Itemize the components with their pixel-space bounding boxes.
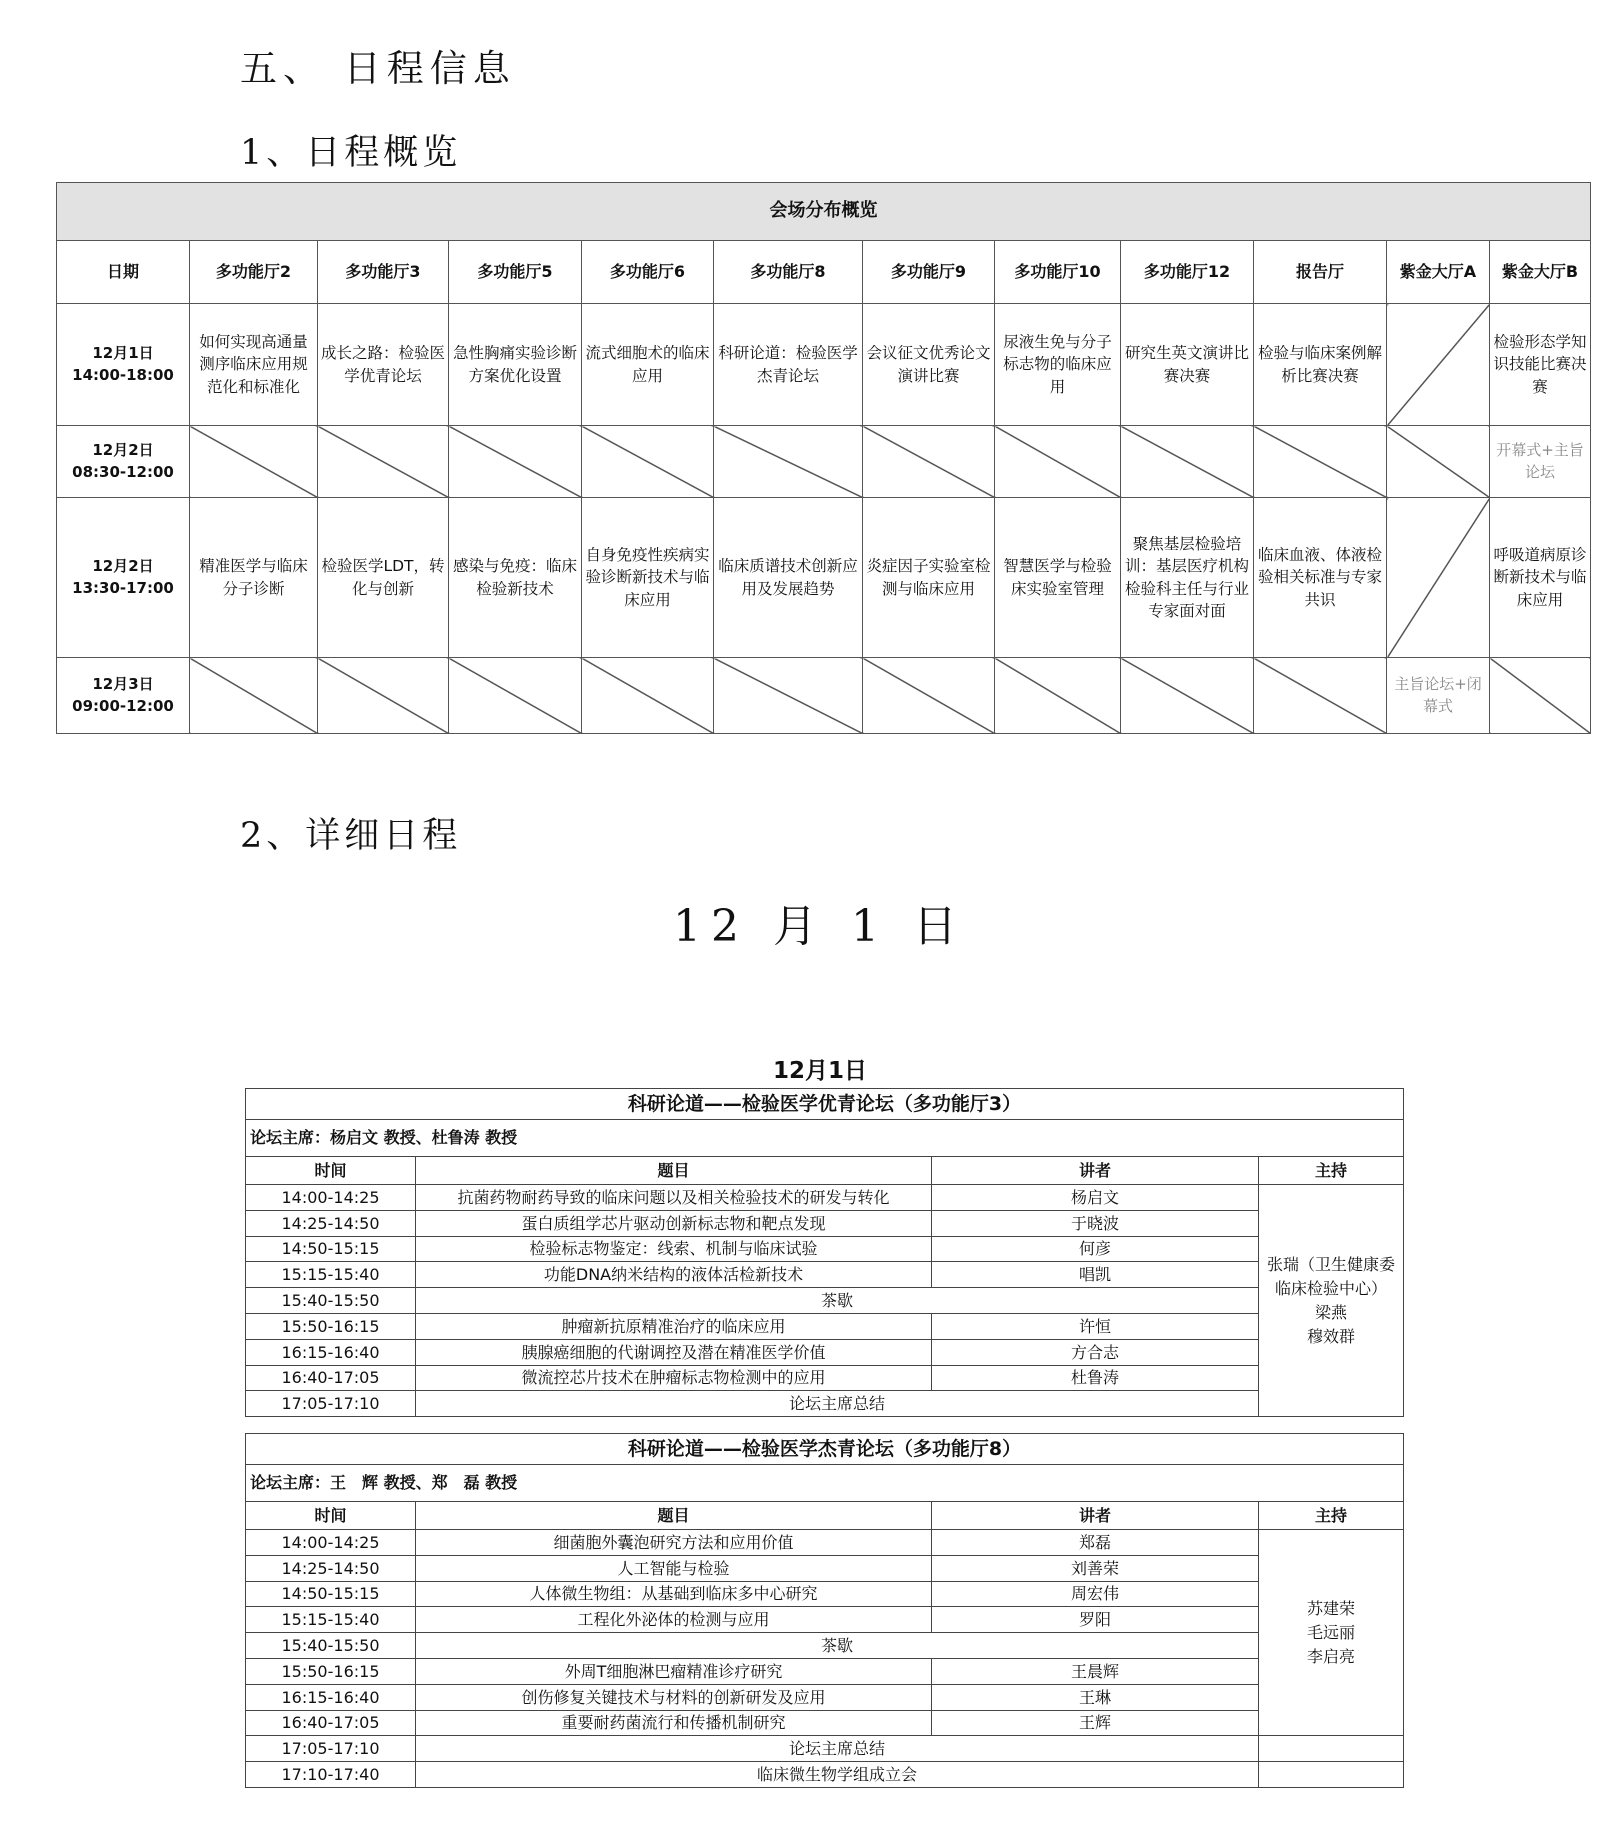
time-cell: 16:15-16:40	[246, 1339, 416, 1365]
session-cell: 检验医学LDT，转化与创新	[318, 498, 449, 658]
empty-slot-cell	[1387, 498, 1490, 658]
speaker-cell: 许恒	[932, 1313, 1259, 1339]
empty-slot-cell	[582, 426, 714, 498]
host-empty-cell	[1259, 1762, 1404, 1788]
time-cell: 14:50-15:15	[246, 1236, 416, 1262]
topic-cell: 论坛主席总结	[416, 1736, 1259, 1762]
host-name: 毛远丽	[1307, 1622, 1356, 1642]
overview-col-header: 报告厅	[1254, 241, 1387, 304]
speaker-cell: 王晨辉	[932, 1658, 1259, 1684]
session-cell: 急性胸痛实验诊断方案优化设置	[449, 304, 582, 426]
topic-cell: 工程化外泌体的检测与应用	[416, 1607, 932, 1633]
session-cell: 精准医学与临床分子诊断	[190, 498, 318, 658]
empty-slot-cell	[318, 426, 449, 498]
overview-col-header: 多功能厅10	[995, 241, 1121, 304]
topic-cell: 抗菌药物耐药导致的临床问题以及相关检验技术的研发与转化	[416, 1185, 932, 1211]
session-cell: 检验形态学知识技能比赛决赛	[1490, 304, 1591, 426]
host-cell	[1259, 1185, 1404, 1417]
table-row	[246, 1633, 1404, 1659]
speaker-cell: 周宏伟	[932, 1581, 1259, 1607]
time-cell: 15:50-16:15	[246, 1658, 416, 1684]
overview-col-header: 紫金大厅A	[1387, 241, 1490, 304]
speaker-cell: 杨启文	[932, 1185, 1259, 1211]
time-cell: 16:15-16:40	[246, 1684, 416, 1710]
session-cell: 聚焦基层检验培训：基层医疗机构检验科主任与行业专家面对面	[1121, 498, 1254, 658]
overview-col-header: 多功能厅9	[863, 241, 995, 304]
table-row	[246, 1262, 1404, 1288]
schedule-table-2	[245, 1433, 1404, 1788]
schedule-col-header: 时间	[246, 1502, 416, 1530]
empty-slot-cell	[863, 426, 995, 498]
time-cell: 17:05-17:10	[246, 1391, 416, 1417]
schedule-col-header: 讲者	[932, 1502, 1259, 1530]
speaker-cell: 唱凯	[932, 1262, 1259, 1288]
schedule-col-header: 讲者	[932, 1157, 1259, 1185]
topic-cell: 人工智能与检验	[416, 1555, 932, 1581]
session-cell: 炎症因子实验室检测与临床应用	[863, 498, 995, 658]
time-cell: 15:15-15:40	[246, 1607, 416, 1633]
schedule-col-header: 时间	[246, 1157, 416, 1185]
overview-date-cell	[57, 498, 190, 658]
session-cell: 临床质谱技术创新应用及发展趋势	[714, 498, 863, 658]
time-cell: 14:25-14:50	[246, 1210, 416, 1236]
overview-date: 12月1日	[92, 343, 154, 362]
overview-col-header: 多功能厅5	[449, 241, 582, 304]
host-name: 梁燕	[1315, 1302, 1348, 1322]
forum-title: 科研论道——检验医学杰青论坛（多功能厅8）	[246, 1434, 1404, 1465]
schedule-col-header: 主持	[1259, 1157, 1404, 1185]
table-row	[246, 1555, 1404, 1581]
speaker-cell: 罗阳	[932, 1607, 1259, 1633]
table-row	[246, 1658, 1404, 1684]
empty-slot-cell	[449, 658, 582, 734]
host-name: 苏建荣	[1307, 1598, 1356, 1618]
empty-slot-cell	[1121, 426, 1254, 498]
overview-time: 13:30-17:00	[72, 578, 174, 597]
table-row	[246, 1339, 1404, 1365]
topic-cell: 检验标志物鉴定：线索、机制与临床试验	[416, 1236, 932, 1262]
empty-slot-cell	[1387, 426, 1490, 498]
session-cell: 临床血液、体液检验相关标准与专家共识	[1254, 498, 1387, 658]
time-cell: 14:50-15:15	[246, 1581, 416, 1607]
overview-col-header: 日期	[57, 241, 190, 304]
empty-slot-cell	[1121, 658, 1254, 734]
topic-cell: 重要耐药菌流行和传播机制研究	[416, 1710, 932, 1736]
speaker-cell: 于晓波	[932, 1210, 1259, 1236]
overview-heading: 1、日程概览	[240, 133, 462, 173]
topic-cell: 人体微生物组：从基础到临床多中心研究	[416, 1581, 932, 1607]
table-row	[246, 1288, 1404, 1314]
time-cell: 17:05-17:10	[246, 1736, 416, 1762]
forum-title: 科研论道——检验医学优青论坛（多功能厅3）	[246, 1089, 1404, 1120]
speaker-cell: 何彦	[932, 1236, 1259, 1262]
host-empty-cell	[1259, 1736, 1404, 1762]
overview-time: 14:00-18:00	[72, 365, 174, 384]
empty-slot-cell	[995, 658, 1121, 734]
table-row	[246, 1684, 1404, 1710]
speaker-cell: 杜鲁涛	[932, 1365, 1259, 1391]
session-cell: 会议征文优秀论文演讲比赛	[863, 304, 995, 426]
session-cell: 成长之路：检验医学优青论坛	[318, 304, 449, 426]
time-cell: 14:00-14:25	[246, 1185, 416, 1211]
session-cell: 科研论道：检验医学杰青论坛	[714, 304, 863, 426]
detail-heading: 2、详细日程	[240, 816, 462, 856]
empty-slot-cell	[1254, 658, 1387, 734]
speaker-cell: 王辉	[932, 1710, 1259, 1736]
time-cell: 15:40-15:50	[246, 1633, 416, 1659]
table-row	[246, 1185, 1404, 1211]
topic-cell: 肿瘤新抗原精准治疗的临床应用	[416, 1313, 932, 1339]
table-row	[246, 1762, 1404, 1788]
overview-time: 09:00-12:00	[72, 696, 174, 715]
time-cell: 16:40-17:05	[246, 1365, 416, 1391]
time-cell: 16:40-17:05	[246, 1710, 416, 1736]
time-cell: 17:10-17:40	[246, 1762, 416, 1788]
topic-cell: 茶歇	[416, 1288, 1259, 1314]
time-cell: 15:15-15:40	[246, 1262, 416, 1288]
table-row	[246, 1736, 1404, 1762]
forum-chair: 论坛主席：王 辉 教授、郑 磊 教授	[246, 1465, 1404, 1502]
section-title: 五、 日程信息	[240, 47, 516, 90]
topic-cell: 细菌胞外囊泡研究方法和应用价值	[416, 1530, 932, 1556]
table-row	[246, 1210, 1404, 1236]
speaker-cell: 刘善荣	[932, 1555, 1259, 1581]
detail-date: 12月1日	[772, 1058, 867, 1084]
venue-overview-table	[56, 182, 1591, 734]
overview-col-header: 紫金大厅B	[1490, 241, 1591, 304]
session-cell: 研究生英文演讲比赛决赛	[1121, 304, 1254, 426]
speaker-cell: 方合志	[932, 1339, 1259, 1365]
table-row	[246, 1530, 1404, 1556]
overview-date-cell	[57, 658, 190, 734]
session-cell: 主旨论坛+闭幕式	[1387, 658, 1490, 734]
topic-cell: 论坛主席总结	[416, 1391, 1259, 1417]
speaker-cell: 王琳	[932, 1684, 1259, 1710]
table-row	[246, 1365, 1404, 1391]
empty-slot-cell	[190, 658, 318, 734]
session-cell: 呼吸道病原诊断新技术与临床应用	[1490, 498, 1591, 658]
schedule-col-header: 题目	[416, 1157, 932, 1185]
session-cell: 检验与临床案例解析比赛决赛	[1254, 304, 1387, 426]
time-cell: 15:40-15:50	[246, 1288, 416, 1314]
topic-cell: 微流控芯片技术在肿瘤标志物检测中的应用	[416, 1365, 932, 1391]
table-row	[246, 1236, 1404, 1262]
overview-date-cell	[57, 426, 190, 498]
empty-slot-cell	[318, 658, 449, 734]
overview-time: 08:30-12:00	[72, 462, 174, 481]
session-cell: 开幕式+主旨论坛	[1490, 426, 1591, 498]
time-cell: 15:50-16:15	[246, 1313, 416, 1339]
empty-slot-cell	[1254, 426, 1387, 498]
schedule-col-header: 主持	[1259, 1502, 1404, 1530]
day-heading: 12 月 1 日	[673, 901, 967, 952]
session-cell: 感染与免疫：临床检验新技术	[449, 498, 582, 658]
schedule-table-1	[245, 1088, 1404, 1417]
topic-cell: 蛋白质组学芯片驱动创新标志物和靶点发现	[416, 1210, 932, 1236]
empty-slot-cell	[190, 426, 318, 498]
time-cell: 14:00-14:25	[246, 1530, 416, 1556]
empty-slot-cell	[863, 658, 995, 734]
table-row	[246, 1391, 1404, 1417]
overview-col-header: 多功能厅8	[714, 241, 863, 304]
empty-slot-cell	[714, 658, 863, 734]
overview-date: 12月3日	[92, 674, 154, 693]
topic-cell: 外周T细胞淋巴瘤精准诊疗研究	[416, 1658, 932, 1684]
topic-cell: 胰腺癌细胞的代谢调控及潜在精准医学价值	[416, 1339, 932, 1365]
empty-slot-cell	[714, 426, 863, 498]
table-row	[246, 1581, 1404, 1607]
overview-date-cell	[57, 304, 190, 426]
time-cell: 14:25-14:50	[246, 1555, 416, 1581]
session-cell: 流式细胞术的临床应用	[582, 304, 714, 426]
topic-cell: 临床微生物学组成立会	[416, 1762, 1259, 1788]
session-cell: 智慧医学与检验床实验室管理	[995, 498, 1121, 658]
topic-cell: 创伤修复关键技术与材料的创新研发及应用	[416, 1684, 932, 1710]
table-row	[246, 1313, 1404, 1339]
forum-chair: 论坛主席：杨启文 教授、杜鲁涛 教授	[246, 1120, 1404, 1157]
session-cell: 尿液生免与分子标志物的临床应用	[995, 304, 1121, 426]
session-cell: 如何实现高通量测序临床应用规范化和标准化	[190, 304, 318, 426]
overview-col-header: 多功能厅3	[318, 241, 449, 304]
overview-col-header: 多功能厅12	[1121, 241, 1254, 304]
schedule-col-header: 题目	[416, 1502, 932, 1530]
overview-caption: 会场分布概览	[57, 183, 1591, 241]
topic-cell: 茶歇	[416, 1633, 1259, 1659]
overview-date: 12月2日	[92, 556, 154, 575]
overview-col-header: 多功能厅2	[190, 241, 318, 304]
topic-cell: 功能DNA纳米结构的液体活检新技术	[416, 1262, 932, 1288]
host-cell	[1259, 1530, 1404, 1736]
empty-slot-cell	[1490, 658, 1591, 734]
overview-col-header: 多功能厅6	[582, 241, 714, 304]
table-row	[246, 1607, 1404, 1633]
table-row	[246, 1710, 1404, 1736]
host-name: 穆效群	[1307, 1326, 1356, 1346]
host-name: 张瑞（卫生健康委临床检验中心）	[1267, 1254, 1396, 1298]
empty-slot-cell	[995, 426, 1121, 498]
overview-date: 12月2日	[92, 440, 154, 459]
host-name: 李启亮	[1307, 1646, 1356, 1666]
empty-slot-cell	[1387, 304, 1490, 426]
empty-slot-cell	[582, 658, 714, 734]
speaker-cell: 郑磊	[932, 1530, 1259, 1556]
empty-slot-cell	[449, 426, 582, 498]
session-cell: 自身免疫性疾病实验诊断新技术与临床应用	[582, 498, 714, 658]
